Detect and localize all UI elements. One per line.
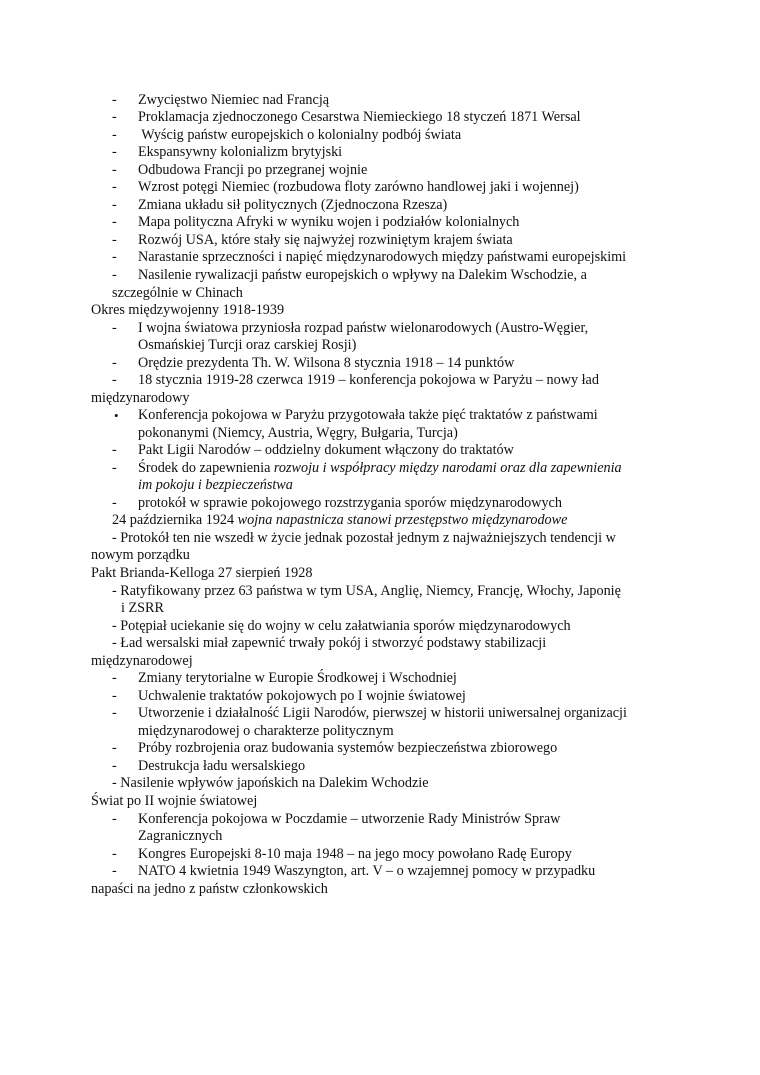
list-item: Rozwój USA, które stały się najwyżej rozwiniętym krajem świata (138, 232, 513, 248)
list-dash: - (112, 846, 117, 862)
protocol-note-continuation: nowym porządku (91, 547, 190, 563)
list-item: Narastanie sprzeczności i napięć międzynarodowych między państwami europejskimi (138, 249, 627, 265)
list-bullet: • (114, 408, 119, 423)
list-dash: - (112, 670, 117, 686)
list-item-continuation: Zagranicznych (138, 828, 223, 844)
list-item: Zwycięstwo Niemiec nad Francją (138, 92, 330, 108)
section-heading-postwar: Świat po II wojnie światowej (91, 793, 258, 809)
list-item: Uchwalenie traktatów pokojowych po I wojnie światowej (138, 688, 466, 704)
means-prefix: Środek do zapewnienia (138, 460, 274, 476)
paragraph-line: - Ład wersalski miał zapewnić trwały pokój i stworzyć podstawy stabilizacji (112, 635, 547, 651)
list-dash: - (112, 355, 117, 371)
list-dash: - (112, 127, 117, 143)
list-item: Wzrost potęgi Niemiec (rozbudowa floty zarówno handlowej jaki i wojennej) (138, 179, 579, 195)
list-item: 18 stycznia 1919-28 czerwca 1919 – konferencja pokojowa w Paryżu – nowy ład (138, 372, 599, 388)
paragraph-continuation: międzynarodowej (91, 653, 193, 669)
list-dash: - (112, 197, 117, 213)
section-heading-kellogg: Pakt Brianda-Kelloga 27 sierpień 1928 (91, 565, 313, 581)
list-dash: - (112, 460, 117, 476)
list-dash: - (112, 214, 117, 230)
list-item: Konferencja pokojowa w Poczdamie – utworzenie Rady Ministrów Spraw (138, 811, 561, 827)
list-item: Kongres Europejski 8-10 maja 1948 – na jego mocy powołano Radę Europy (138, 846, 572, 862)
list-dash: - (112, 162, 117, 178)
list-dash: - (112, 442, 117, 458)
date-italic: wojna napastnicza stanowi przestępstwo międzynarodowe (237, 512, 568, 528)
list-dash: - (112, 811, 117, 827)
means-italic: rozwoju i współpracy między narodami oraz dla zapewnienia (273, 460, 622, 476)
list-dash: - (112, 109, 117, 125)
list-item: Zmiany terytorialne w Europie Środkowej i Wschodniej (138, 670, 457, 686)
paragraph-line: - Nasilenie wpływów japońskich na Dalekim Wchodzie (112, 775, 429, 791)
list-item: Proklamacja zjednoczonego Cesarstwa Niemieckiego 18 styczeń 1871 Wersal (138, 109, 581, 125)
list-item: Orędzie prezydenta Th. W. Wilsona 8 stycznia 1918 – 14 punktów (138, 355, 515, 371)
list-item-continuation: międzynarodowy (91, 390, 190, 406)
list-item: Zmiana układu sił politycznych (Zjednoczona Rzesza) (138, 197, 448, 213)
list-dash: - (112, 232, 117, 248)
list-item: I wojna światowa przyniosła rozpad państw wielonarodowych (Austro-Węgier, (138, 320, 589, 336)
list-item: Destrukcja ładu wersalskiego (138, 758, 306, 774)
list-dash: - (112, 144, 117, 160)
protocol-note: - Protokół ten nie wszedł w życie jednak pozostał jednym z najważniejszych tendencji w (112, 530, 616, 546)
list-dash: - (112, 863, 117, 879)
list-dash: - (112, 267, 117, 283)
list-dash: - (112, 249, 117, 265)
list-item: Odbudowa Francji po przegranej wojnie (138, 162, 368, 178)
list-dash: - (112, 740, 117, 756)
list-dash: - (112, 705, 117, 721)
list-dash: - (112, 320, 117, 336)
list-dash: - (112, 372, 117, 388)
list-item: Konferencja pokojowa w Paryżu przygotowała także pięć traktatów z państwami (138, 407, 598, 423)
list-item (138, 460, 622, 477)
list-item: Utworzenie i działalność Ligii Narodów, pierwszej w historii uniwersalnej organizacji (138, 705, 627, 721)
date-prefix: 24 października 1924 (112, 512, 238, 528)
paragraph-line: - Ratyfikowany przez 63 państwa w tym USA, Anglię, Niemcy, Francję, Włochy, Japonię (112, 583, 621, 599)
list-item-continuation: szczególnie w Chinach (112, 285, 243, 301)
list-item: Wyścig państw europejskich o kolonialny podbój świata (138, 127, 462, 143)
list-item: Próby rozbrojenia oraz budowania systemów bezpieczeństwa zbiorowego (138, 740, 558, 756)
list-item-continuation: im pokoju i bezpieczeństwa (138, 477, 293, 493)
list-item: Ekspansywny kolonializm brytyjski (138, 144, 343, 160)
list-item-continuation: Osmańskiej Turcji oraz carskiej Rosji) (138, 337, 357, 353)
list-item: Pakt Ligii Narodów – oddzielny dokument włączony do traktatów (138, 442, 514, 458)
list-dash: - (112, 688, 117, 704)
list-item-continuation: międzynarodowej o charakterze politycznym (138, 723, 394, 739)
section-heading-interwar: Okres międzywojenny 1918-1939 (91, 302, 285, 318)
list-item-continuation: pokonanymi (Niemcy, Austria, Węgry, Bułgaria, Turcja) (138, 425, 458, 441)
list-item: Nasilenie rywalizacji państw europejskich o wpływy na Dalekim Wschodzie, a (138, 267, 587, 283)
list-dash: - (112, 92, 117, 108)
list-item: NATO 4 kwietnia 1949 Waszyngton, art. V – o wzajemnej pomocy w przypadku (138, 863, 596, 879)
list-dash: - (112, 758, 117, 774)
paragraph-line: - Potępiał uciekanie się do wojny w celu załatwiania sporów międzynarodowych (112, 618, 571, 634)
list-item-continuation: napaści na jedno z państw członkowskich (91, 881, 328, 897)
date-line (112, 512, 567, 529)
list-item: protokół w sprawie pokojowego rozstrzygania sporów międzynarodowych (138, 495, 562, 511)
list-dash: - (112, 179, 117, 195)
paragraph-continuation: i ZSRR (121, 600, 164, 616)
list-item: Mapa polityczna Afryki w wyniku wojen i podziałów kolonialnych (138, 214, 520, 230)
list-dash: - (112, 495, 117, 511)
